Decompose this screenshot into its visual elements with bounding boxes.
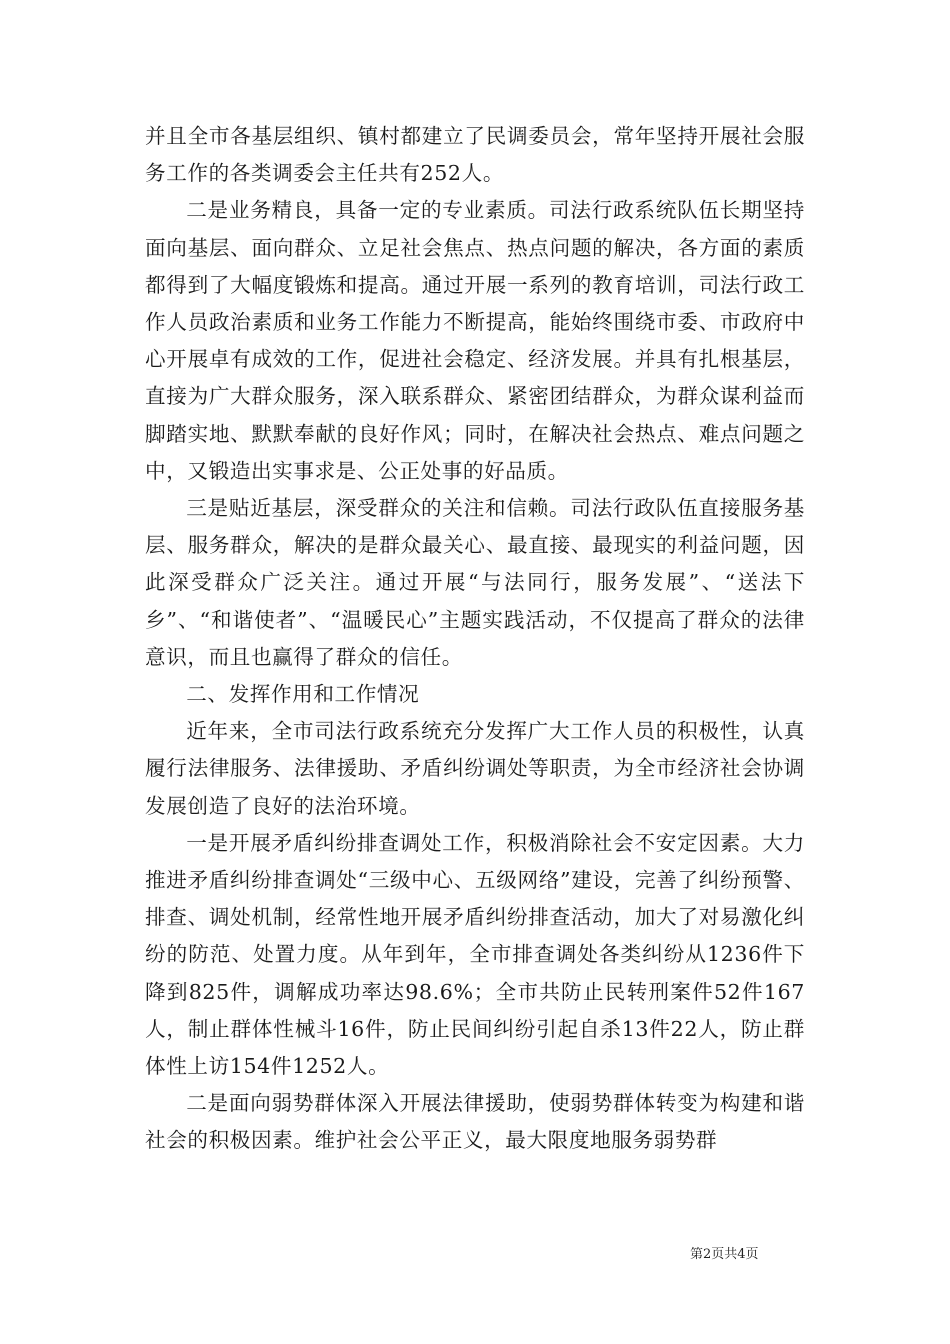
paragraph: 并且全市各基层组织、镇村都建立了民调委员会，常年坚持开展社会服务工作的各类调委会主任共有252人。 [145,124,805,186]
section-heading: 二、发挥作用和工作情况 [186,682,420,707]
paragraph: 近年来，全市司法行政系统充分发挥广大工作人员的积极性，认真履行法律服务、法律援助、矛盾纠纷调处等职责，为全市经济社会协调发展创造了良好的法治环境。 [145,719,805,818]
page-number: 第2页共4页 [690,1247,759,1262]
paragraph: 二是面向弱势群体深入开展法律援助，使弱势群体转变为构建和谐社会的积极因素。维护社会公平正义，最大限度地服务弱势群 [145,1091,805,1153]
paragraph: 一是开展矛盾纠纷排查调处工作，积极消除社会不安定因素。大力推进矛盾纠纷排查调处“三级中心、五级网络”建设，完善了纠纷预警、排查、调处机制，经常性地开展矛盾纠纷排查活动，加大了对易激化纠纷的防范、处置力度。从年到年，全市排查调处各类纠纷从1236件下降到825件，调解成功率达98.6%；全市共防止民转刑案件52件167人，制止群体性械斗16件，防止民间纠纷引起自杀13件22人，防止群体性上访154件1252人。 [145,830,805,1079]
document-body [145,118,805,1160]
page-footer [690,1246,830,1264]
paragraph: 二是业务精良，具备一定的专业素质。司法行政系统队伍长期坚持面向基层、面向群众、立足社会焦点、热点问题的解决，各方面的素质都得到了大幅度锻炼和提高。通过开展一系列的教育培训，司法行政工作人员政治素质和业务工作能力不断提高，能始终围绕市委、市政府中心开展卓有成效的工作，促进社会稳定、经济发展。并具有扎根基层，直接为广大群众服务，深入联系群众、紧密团结群众，为群众谋利益而脚踏实地、默默奉献的良好作风；同时，在解决社会热点、难点问题之中，又锻造出实事求是、公正处事的好品质。 [145,198,805,483]
paragraph: 三是贴近基层，深受群众的关注和信赖。司法行政队伍直接服务基层、服务群众，解决的是群众最关心、最直接、最现实的利益问题，因此深受群众广泛关注。通过开展“与法同行，服务发展”、“送法下乡”、“和谐使者”、“温暖民心”主题实践活动，不仅提高了群众的法律意识，而且也赢得了群众的信任。 [145,496,805,669]
